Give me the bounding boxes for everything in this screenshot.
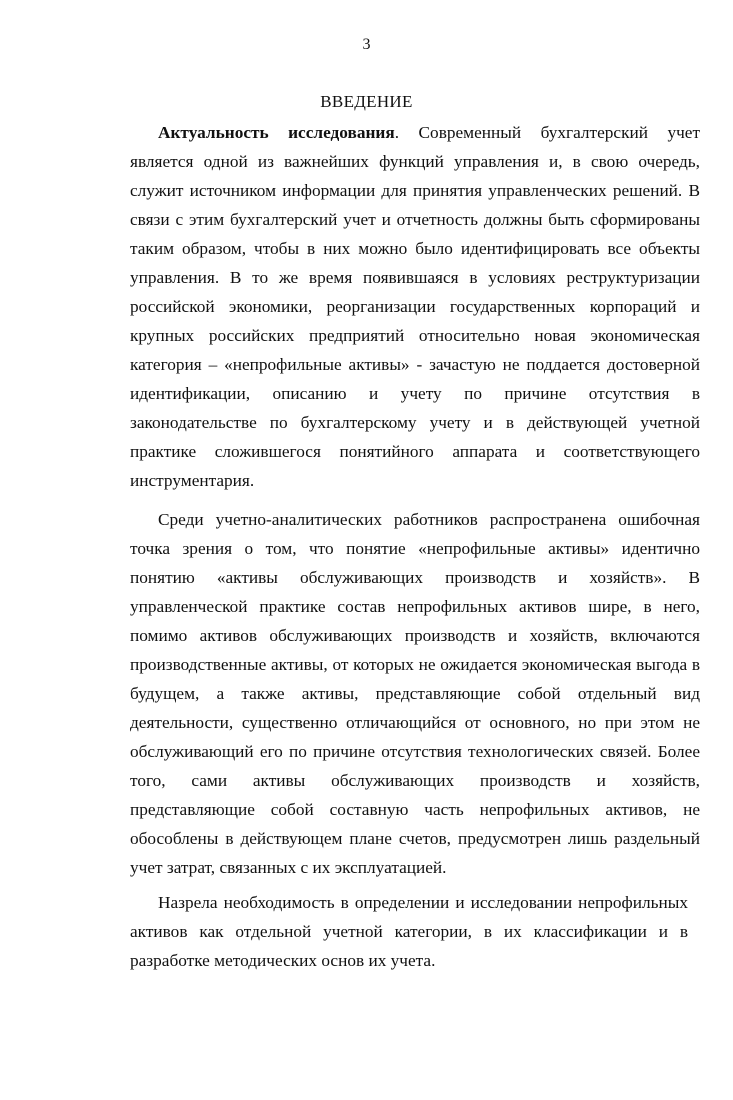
page-number: 3 [362,36,371,53]
paragraph-text: . Современный бухгалтерский учет является одной из важнейших функций управления и, в свою очередь, служит источником информации для принятия управленческих решений. В связи с этим бухгалтерский учет и отчетность должны быть сформированы таким образом, чтобы в них можно было идентифицировать все объекты управления. В то же время появившаяся в условиях реструктуризации российской экономики, реорганизации государственных корпораций и крупных российских предприятий относительно новая экономическая категория – «непрофильные активы» - зачастую не поддается достоверной идентификации, описанию и учету по причине отсутствия в законодательстве по бухгалтерскому учету и в действующей учетной практике сложившегося понятийного аппарата и соответствующего инструментария. [130,123,701,490]
paragraph-misconception: Среди учетно-аналитических работников распространена ошибочная точка зрения о том, что понятие «непрофильные активы» идентично понятию «активы обслуживающих производств и хозяйств». В управленческой практике состав непрофильных активов шире, в него, помимо активов обслуживающих производств и хозяйств, включаются производственные активы, от которых не ожидается экономическая выгода в будущем, а также активы, представляющие собой отдельный вид деятельности, существенно отличающийся от основного, но при этом не обслуживающий его по причине отсутствия технологических связей. Более того, сами активы обслуживающих производств и хозяйств, представляющие собой составную часть непрофильных активов, не обособлены в действующем плане счетов, предусмотрен лишь раздельный учет затрат, связанных с их эксплуатацией. [130,510,700,877]
paragraph-necessity: Назрела необходимость в определении и исследовании непрофильных активов как отдельной учетной категории, в их классификации и в разработке методических основ их учета. [130,893,688,970]
paragraph-relevance [130,118,700,495]
section-title: ВВЕДЕНИЕ [320,92,413,111]
paragraph-lead-heading: Актуальность исследования [158,123,395,142]
body-text [130,118,700,975]
